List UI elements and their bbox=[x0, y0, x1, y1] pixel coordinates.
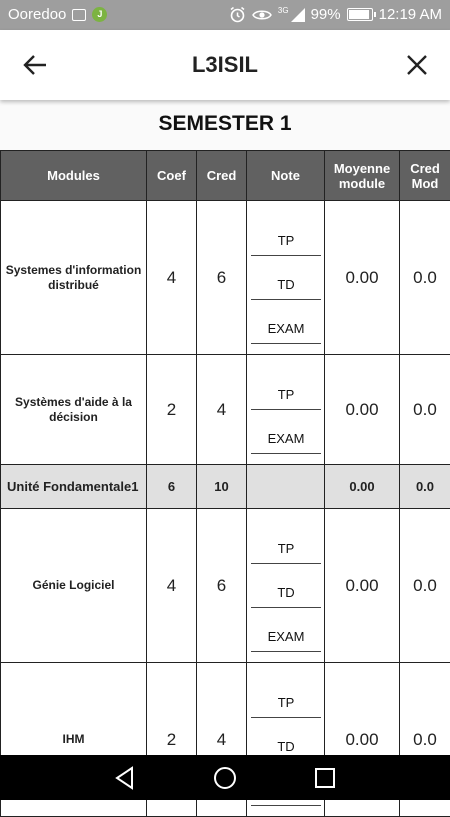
note-input-tp[interactable]: TP bbox=[251, 212, 321, 256]
module-moyenne: 0.00 bbox=[325, 201, 400, 355]
page-title: L3ISIL bbox=[0, 52, 450, 78]
module-coef: 4 bbox=[147, 509, 197, 663]
battery-icon bbox=[347, 8, 373, 21]
module-coef: 2 bbox=[147, 355, 197, 465]
unit-note bbox=[247, 465, 325, 509]
module-cred: 4 bbox=[197, 355, 247, 465]
module-moyenne: 0.00 bbox=[325, 355, 400, 465]
note-input-td[interactable]: TD bbox=[251, 564, 321, 608]
note-input-exam[interactable]: EXAM bbox=[251, 608, 321, 652]
unit-cred: 10 bbox=[197, 465, 247, 509]
unit-coef: 6 bbox=[147, 465, 197, 509]
note-input-exam[interactable]: EXAM bbox=[251, 410, 321, 454]
module-cred-mod: 0.0 bbox=[400, 663, 450, 817]
module-name: Systèmes d'aide à la décision bbox=[1, 355, 147, 465]
system-nav-bar bbox=[0, 755, 450, 800]
module-cred-mod: 0.0 bbox=[400, 509, 450, 663]
table-row bbox=[1, 355, 450, 465]
app-notification-icon: J bbox=[92, 7, 107, 22]
note-input-tp[interactable]: TP bbox=[251, 366, 321, 410]
app-bar bbox=[0, 30, 450, 100]
unit-summary-row bbox=[1, 465, 450, 509]
module-coef: 2 bbox=[147, 663, 197, 817]
unit-name: Unité Fondamentale1 bbox=[1, 465, 147, 509]
module-cred-mod: 0.0 bbox=[400, 201, 450, 355]
header-moyenne: Moyenne module bbox=[325, 151, 400, 201]
signal-icon bbox=[291, 8, 305, 22]
note-input-tp[interactable]: TP bbox=[251, 520, 321, 564]
eye-icon bbox=[252, 8, 272, 22]
note-inputs bbox=[247, 355, 325, 465]
module-moyenne: 0.00 bbox=[325, 663, 400, 817]
circle-home-icon[interactable] bbox=[212, 765, 238, 791]
square-recents-icon[interactable] bbox=[312, 765, 338, 791]
note-input-td[interactable]: TD bbox=[251, 256, 321, 300]
note-inputs bbox=[247, 201, 325, 355]
module-cred: 6 bbox=[197, 201, 247, 355]
note-input-td[interactable]: TD bbox=[251, 718, 321, 762]
close-icon[interactable] bbox=[402, 50, 432, 80]
semester-title: SEMESTER 1 bbox=[0, 112, 450, 136]
header-cred-mod: Cred Mod bbox=[400, 151, 450, 201]
header-coef: Coef bbox=[147, 151, 197, 201]
header-note: Note bbox=[247, 151, 325, 201]
carrier-name: Ooredoo bbox=[8, 6, 66, 23]
clock: 12:19 AM bbox=[379, 6, 442, 23]
module-name: IHM bbox=[1, 663, 147, 817]
table-row bbox=[1, 201, 450, 355]
module-coef: 4 bbox=[147, 201, 197, 355]
module-moyenne: 0.00 bbox=[325, 509, 400, 663]
module-cred: 4 bbox=[197, 663, 247, 817]
header-cred: Cred bbox=[197, 151, 247, 201]
triangle-back-icon[interactable] bbox=[112, 765, 138, 791]
note-inputs bbox=[247, 509, 325, 663]
table-row bbox=[1, 509, 450, 663]
header-modules: Modules bbox=[1, 151, 147, 201]
module-cred-mod: 0.0 bbox=[400, 355, 450, 465]
table-header-row bbox=[1, 151, 450, 201]
battery-percent: 99% bbox=[311, 6, 341, 23]
unit-cred-mod: 0.0 bbox=[400, 465, 450, 509]
unit-moyenne: 0.00 bbox=[325, 465, 400, 509]
module-name: Génie Logiciel bbox=[1, 509, 147, 663]
network-type: 3G bbox=[278, 6, 289, 15]
note-input-tp[interactable]: TP bbox=[251, 674, 321, 718]
image-notification-icon bbox=[72, 9, 86, 21]
status-bar bbox=[0, 0, 450, 30]
module-name: Systemes d'information distribué bbox=[1, 201, 147, 355]
note-input-exam[interactable]: EXAM bbox=[251, 300, 321, 344]
alarm-icon bbox=[229, 6, 246, 23]
grades-table bbox=[0, 150, 450, 817]
module-cred: 6 bbox=[197, 509, 247, 663]
